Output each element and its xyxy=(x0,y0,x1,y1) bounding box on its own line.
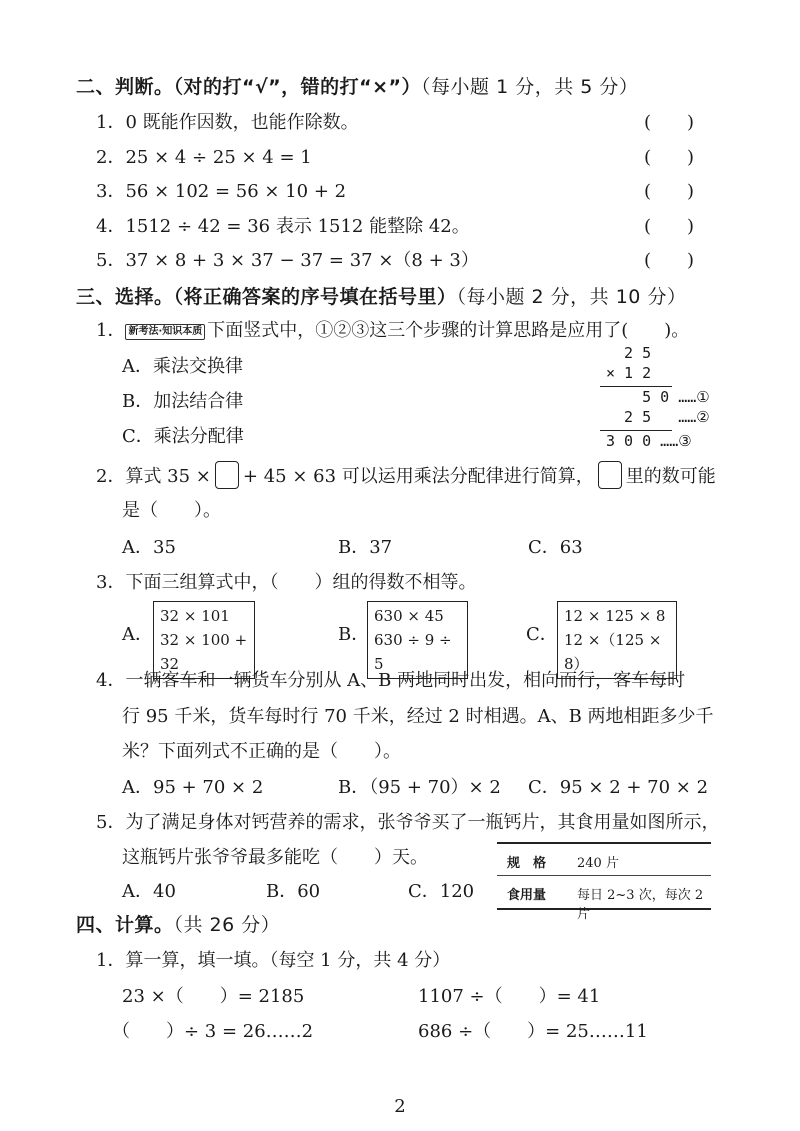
q5-option-a[interactable]: A．40 xyxy=(122,881,176,902)
item-text-a: 算式 35 × xyxy=(125,466,211,487)
q2-option-c[interactable]: C．63 xyxy=(528,537,583,558)
section4-title-text: 四、计算。 xyxy=(76,914,174,936)
choice-q4 xyxy=(96,666,685,692)
item-number: 4． xyxy=(96,216,126,237)
judge-item-2 xyxy=(96,143,312,169)
q2-line2: 是（ ）。 xyxy=(122,500,221,521)
judge-item-1 xyxy=(96,108,359,134)
item-number: 1． xyxy=(96,950,126,971)
item-number: 4． xyxy=(96,670,126,691)
q5-option-b[interactable]: B．60 xyxy=(266,881,321,902)
q3-option-a-label[interactable]: A． xyxy=(122,624,153,645)
q5-option-c[interactable]: C．120 xyxy=(408,881,475,902)
item-text-line1: 一辆客车和一辆货车分别从 A、B 两地同时出发，相向而行，客车每时 xyxy=(125,670,686,691)
item-number: 2． xyxy=(96,466,126,487)
vertical-row-3: 5 0 ……① xyxy=(606,388,710,406)
spec-value: 240 片 xyxy=(577,856,619,871)
item-number: 2． xyxy=(96,147,126,168)
table-divider xyxy=(497,875,711,876)
q3-group-c-top: 12 × 125 × 8 xyxy=(564,607,666,625)
blank-box-2[interactable] xyxy=(598,461,622,489)
section4-note: （共 26 分） xyxy=(173,914,281,936)
vertical-row-5: 3 0 0 ……③ xyxy=(606,432,692,450)
q3-option-c-label[interactable]: C． xyxy=(526,624,558,645)
q1-option-c[interactable]: C．乘法分配律 xyxy=(122,426,244,447)
item-number: 3． xyxy=(96,572,126,593)
vertical-row-2: × 1 2 xyxy=(606,364,652,382)
equation-3[interactable]: （ ）÷ 3 = 26……2 xyxy=(112,1021,314,1042)
judge-item-5 xyxy=(96,246,479,272)
item-text: 算一算，填一填。（每空 1 分，共 4 分） xyxy=(125,950,451,971)
section3-note: （每小题 2 分，共 10 分） xyxy=(456,286,687,308)
judge-item-4 xyxy=(96,212,470,238)
item-text: 下面竖式中，①②③这三个步骤的计算思路是应用了( )。 xyxy=(207,320,690,341)
dosage-value: 每日 2~3 次，每次 2 片 xyxy=(577,888,704,922)
page-number: 2 xyxy=(394,1096,406,1117)
item-text-c: 里的数可能 xyxy=(625,466,716,487)
item-number: 5． xyxy=(96,250,126,271)
answer-paren-2[interactable]: ( ) xyxy=(644,147,695,168)
judge-item-3 xyxy=(96,177,346,203)
dosage-key: 食用量 xyxy=(507,888,547,903)
choice-q2 xyxy=(96,461,716,489)
q3-option-b-label[interactable]: B． xyxy=(338,624,370,645)
answer-paren-4[interactable]: ( ) xyxy=(644,216,695,237)
q4-line2: 行 95 千米，货车每时行 70 千米，经过 2 时相遇。A、B 两地相距多少千 xyxy=(122,706,714,727)
item-number: 1． xyxy=(96,320,126,341)
item-text-line1: 为了满足身体对钙营养的需求，张爷爷买了一瓶钙片，其食用量如图所示， xyxy=(125,812,720,833)
q3-group-b-bottom: 630 ÷ 9 ÷ 5 xyxy=(374,631,452,673)
item-text: 0 既能作因数，也能作除数。 xyxy=(125,112,359,133)
vertical-line-2 xyxy=(600,430,672,431)
item-number: 3． xyxy=(96,181,126,202)
q4-option-a[interactable]: A．95 + 70 × 2 xyxy=(122,777,264,798)
equation-1[interactable]: 23 ×（ ）= 2185 xyxy=(122,986,305,1007)
item-text-b: + 45 × 63 可以运用乘法分配律进行简算， xyxy=(242,466,594,487)
item-text: 下面三组算式中，（ ）组的得数不相等。 xyxy=(125,572,477,593)
vertical-row-1: 2 5 xyxy=(606,344,652,362)
q1-option-a[interactable]: A．乘法交换律 xyxy=(122,356,243,377)
q1-option-b[interactable]: B．加法结合律 xyxy=(122,391,244,412)
q3-group-a-bottom: 32 × 100 + 32 xyxy=(160,631,248,673)
vertical-row-4: 2 5 ……② xyxy=(606,408,710,426)
section3-title xyxy=(76,282,686,309)
equation-4[interactable]: 686 ÷（ ）= 25……11 xyxy=(418,1021,648,1042)
q3-group-a-top: 32 × 101 xyxy=(160,607,230,625)
answer-paren-3[interactable]: ( ) xyxy=(644,181,695,202)
q3-group-b-top: 630 × 45 xyxy=(374,607,444,625)
spec-key: 规 格 xyxy=(507,856,547,871)
q3-group-c-bottom: 12 ×（125 × 8） xyxy=(564,631,662,673)
section4-title xyxy=(76,910,280,937)
section3-title-text: 三、选择。（将正确答案的序号填在括号里） xyxy=(76,286,457,308)
section2-title xyxy=(76,72,638,99)
q5-line2: 这瓶钙片张爷爷最多能吃（ ）天。 xyxy=(122,847,428,868)
item-number: 1． xyxy=(96,112,126,133)
choice-q1 xyxy=(96,316,689,342)
blank-box-1[interactable] xyxy=(215,461,239,489)
section2-note: （每小题 1 分，共 5 分） xyxy=(421,76,639,98)
item-text: 1512 ÷ 42 = 36 表示 1512 能整除 42。 xyxy=(125,216,470,237)
q4-option-b[interactable]: B．（95 + 70）× 2 xyxy=(338,777,501,798)
choice-q3 xyxy=(96,568,476,594)
q4-option-c[interactable]: C．95 × 2 + 70 × 2 xyxy=(528,777,709,798)
calc-q1 xyxy=(96,946,450,972)
equation-2[interactable]: 1107 ÷（ ）= 41 xyxy=(418,986,601,1007)
answer-paren-1[interactable]: ( ) xyxy=(644,112,695,133)
section2-title-text: 二、判断。（对的打“√”，错的打“×”） xyxy=(76,76,422,98)
item-text: 37 × 8 + 3 × 37 − 37 = 37 ×（8 + 3） xyxy=(125,250,479,271)
q2-option-b[interactable]: B．37 xyxy=(338,537,393,558)
item-text: 25 × 4 ÷ 25 × 4 = 1 xyxy=(125,147,312,168)
answer-paren-5[interactable]: ( ) xyxy=(644,250,695,271)
calcium-label-table xyxy=(497,842,711,922)
choice-q5 xyxy=(96,808,719,834)
item-text: 56 × 102 = 56 × 10 + 2 xyxy=(125,181,347,202)
vertical-line-1 xyxy=(600,386,672,387)
q2-option-a[interactable]: A．35 xyxy=(122,537,176,558)
new-method-tag: 新考法·知识本质 xyxy=(125,324,205,340)
item-number: 5． xyxy=(96,812,126,833)
q4-line3: 米？下面列式不正确的是（ ）。 xyxy=(122,741,401,762)
